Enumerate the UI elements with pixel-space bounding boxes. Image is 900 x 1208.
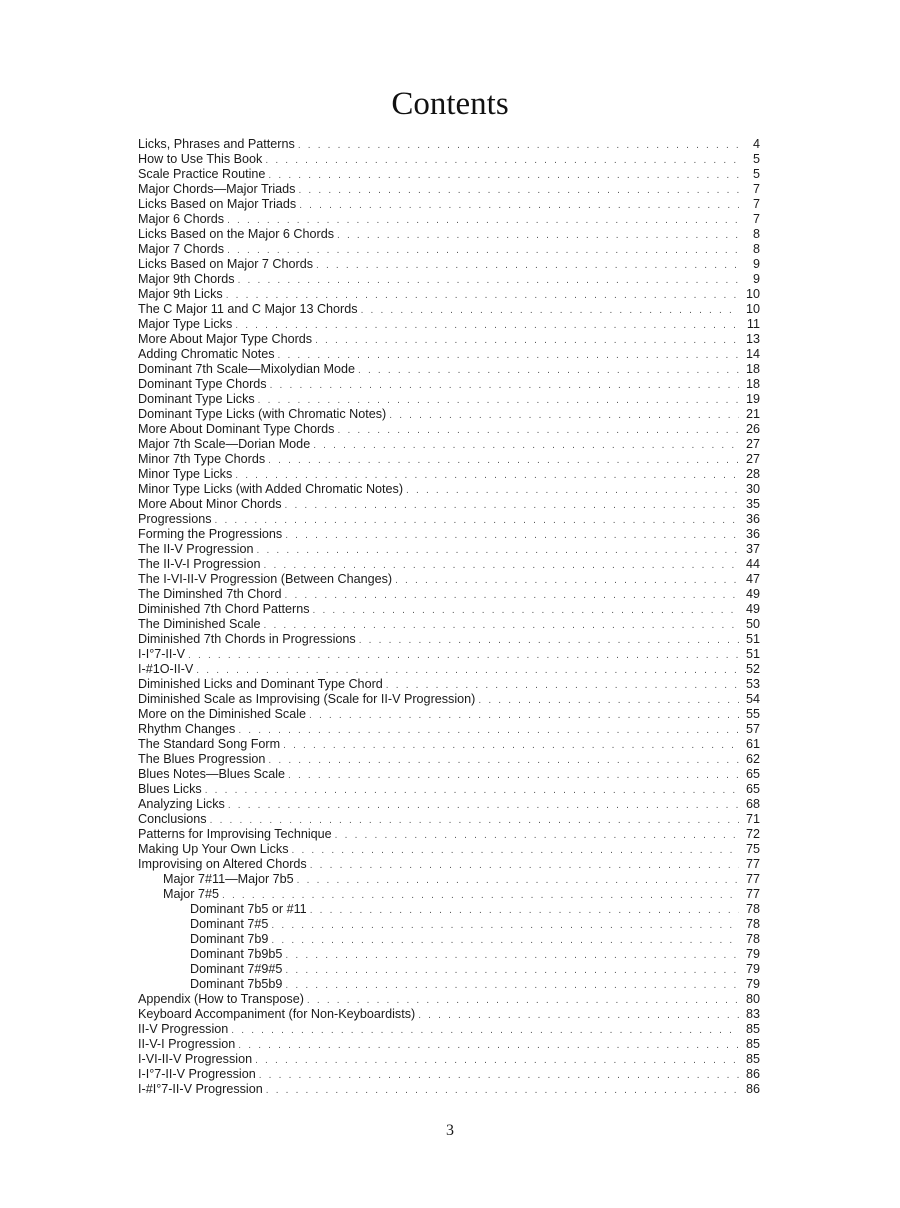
toc-entry xyxy=(138,377,760,392)
toc-entry-page: 85 xyxy=(745,1022,760,1036)
toc-entry-title: I-VI-II-V Progression xyxy=(138,1052,253,1066)
dot-leader xyxy=(205,783,739,798)
dot-leader xyxy=(315,333,739,348)
dot-leader xyxy=(235,468,739,483)
toc-entry xyxy=(138,782,760,797)
toc-entry-title: Major 7#11—Major 7b5 xyxy=(163,872,294,886)
toc-entry-title: Dominant Type Chords xyxy=(138,377,267,391)
toc-entry-title: Forming the Progressions xyxy=(138,527,283,541)
toc-entry-page: 79 xyxy=(745,947,760,961)
toc-entry-title: I-I°7-II-V Progression xyxy=(138,1067,256,1081)
toc-entry-page: 5 xyxy=(752,167,760,181)
dot-leader xyxy=(316,258,739,273)
dot-leader xyxy=(285,948,739,963)
toc-entry-title: Blues Licks xyxy=(138,782,202,796)
toc-entry-title: The II-V-I Progression xyxy=(138,557,261,571)
toc-entry xyxy=(138,392,760,407)
toc-entry-page: 77 xyxy=(745,857,760,871)
dot-leader xyxy=(288,768,739,783)
toc-entry-title: Minor Type Licks (with Added Chromatic Notes) xyxy=(138,482,404,496)
toc-entry xyxy=(138,827,760,842)
toc-entry xyxy=(138,467,760,482)
toc-entry-page: 13 xyxy=(745,332,760,346)
toc-entry-title: Licks Based on Major 7 Chords xyxy=(138,257,313,271)
toc-entry xyxy=(138,1007,760,1022)
toc-entry-page: 61 xyxy=(745,737,760,751)
toc-entry-page: 62 xyxy=(745,752,760,766)
toc-entry-title: Major 9th Chords xyxy=(138,272,235,286)
toc-entry-page: 78 xyxy=(745,917,760,931)
toc-entry xyxy=(138,182,760,197)
dot-leader xyxy=(389,408,739,423)
toc-entry-title: More About Minor Chords xyxy=(138,497,282,511)
toc-entry-page: 26 xyxy=(745,422,760,436)
dot-leader xyxy=(255,1053,739,1068)
toc-entry xyxy=(138,917,760,932)
toc-entry-title: Dominant 7b5 or #11 xyxy=(190,902,307,916)
dot-leader xyxy=(238,1038,739,1053)
toc-entry-title: I-I°7-II-V xyxy=(138,647,186,661)
toc-entry xyxy=(138,272,760,287)
toc-entry-page: 44 xyxy=(745,557,760,571)
dot-leader xyxy=(292,843,740,858)
toc-entry-title: More About Major Type Chords xyxy=(138,332,313,346)
toc-entry-title: The Standard Song Form xyxy=(138,737,281,751)
toc-entry xyxy=(138,347,760,362)
toc-entry-title: The C Major 11 and C Major 13 Chords xyxy=(138,302,358,316)
toc-entry-title: Dominant 7b9 xyxy=(190,932,269,946)
toc-entry xyxy=(138,887,760,902)
toc-entry-title: Dominant 7b5b9 xyxy=(190,977,283,991)
toc-entry-page: 86 xyxy=(745,1082,760,1096)
toc-entry xyxy=(138,1052,760,1067)
toc-entry xyxy=(138,302,760,317)
toc-entry xyxy=(138,737,760,752)
toc-entry-page: 4 xyxy=(752,137,760,151)
toc-entry-page: 65 xyxy=(745,767,760,781)
toc-entry xyxy=(138,902,760,917)
toc-entry xyxy=(138,1067,760,1082)
toc-entry-page: 14 xyxy=(745,347,760,361)
toc-entry xyxy=(138,872,760,887)
toc-entry-page: 36 xyxy=(745,512,760,526)
toc-entry-title: Conclusions xyxy=(138,812,207,826)
toc-entry-page: 7 xyxy=(752,197,760,211)
toc-entry xyxy=(138,632,760,647)
dot-leader xyxy=(285,963,739,978)
toc-entry-page: 10 xyxy=(745,287,760,301)
toc-entry xyxy=(138,842,760,857)
toc-entry xyxy=(138,767,760,782)
dot-leader xyxy=(264,558,740,573)
toc-entry-page: 53 xyxy=(745,677,760,691)
toc-entry xyxy=(138,947,760,962)
dot-leader xyxy=(310,858,739,873)
dot-leader xyxy=(395,573,739,588)
toc-entry xyxy=(138,497,760,512)
toc-entry-page: 85 xyxy=(745,1037,760,1051)
toc-entry xyxy=(138,707,760,722)
dot-leader xyxy=(285,978,739,993)
toc-entry-page: 28 xyxy=(745,467,760,481)
toc-entry-title: Diminished 7th Chord Patterns xyxy=(138,602,310,616)
toc-entry-page: 78 xyxy=(745,932,760,946)
dot-leader xyxy=(268,453,739,468)
toc-entry xyxy=(138,137,760,152)
dot-leader xyxy=(285,588,740,603)
toc-entry-title: Diminished 7th Chords in Progressions xyxy=(138,632,356,646)
dot-leader xyxy=(278,348,740,363)
dot-leader xyxy=(313,603,740,618)
toc-entry xyxy=(138,512,760,527)
toc-entry xyxy=(138,152,760,167)
toc-entry-title: Licks, Phrases and Patterns xyxy=(138,137,295,151)
toc-entry xyxy=(138,317,760,332)
dot-leader xyxy=(215,513,740,528)
toc-entry-title: Making Up Your Own Licks xyxy=(138,842,289,856)
toc-entry-page: 9 xyxy=(752,257,760,271)
toc-entry-title: Dominant Type Licks (with Chromatic Notes) xyxy=(138,407,387,421)
toc-entry-title: Diminished Licks and Dominant Type Chord xyxy=(138,677,383,691)
toc-entry-page: 11 xyxy=(746,317,760,331)
toc-entry-title: The II-V Progression xyxy=(138,542,254,556)
toc-entry xyxy=(138,692,760,707)
toc-entry xyxy=(138,1037,760,1052)
toc-entry-page: 18 xyxy=(745,362,760,376)
dot-leader xyxy=(283,738,739,753)
toc-entry-page: 47 xyxy=(745,572,760,586)
toc-entry-page: 5 xyxy=(752,152,760,166)
toc-entry-title: Improvising on Altered Chords xyxy=(138,857,307,871)
dot-leader xyxy=(298,138,739,153)
toc-entry xyxy=(138,452,760,467)
toc-entry-page: 10 xyxy=(745,302,760,316)
toc-entry-title: Dominant 7th Scale—Mixolydian Mode xyxy=(138,362,355,376)
dot-leader xyxy=(258,393,739,408)
dot-leader xyxy=(222,888,739,903)
toc-entry-page: 21 xyxy=(745,407,760,421)
toc-entry xyxy=(138,1022,760,1037)
toc-entry xyxy=(138,527,760,542)
toc-entry-title: The Blues Progression xyxy=(138,752,266,766)
toc-entry-page: 51 xyxy=(745,632,760,646)
toc-entry-page: 85 xyxy=(745,1052,760,1066)
toc-entry xyxy=(138,812,760,827)
table-of-contents xyxy=(138,137,760,1097)
toc-entry-page: 71 xyxy=(745,812,760,826)
toc-entry xyxy=(138,677,760,692)
dot-leader xyxy=(226,288,739,303)
toc-entry-title: Major 7th Scale—Dorian Mode xyxy=(138,437,311,451)
toc-entry-page: 68 xyxy=(745,797,760,811)
toc-entry xyxy=(138,587,760,602)
toc-entry-title: Dominant 7b9b5 xyxy=(190,947,283,961)
toc-entry-page: 7 xyxy=(752,212,760,226)
dot-leader xyxy=(227,243,739,258)
toc-entry-title: The Diminished Scale xyxy=(138,617,261,631)
toc-entry-title: Dominant 7#5 xyxy=(190,917,269,931)
toc-entry-page: 8 xyxy=(752,227,760,241)
dot-leader xyxy=(309,708,739,723)
dot-leader xyxy=(210,813,739,828)
toc-entry xyxy=(138,197,760,212)
toc-entry-page: 50 xyxy=(745,617,760,631)
dot-leader xyxy=(310,903,739,918)
toc-entry xyxy=(138,617,760,632)
dot-leader xyxy=(299,198,739,213)
toc-entry-page: 49 xyxy=(745,602,760,616)
dot-leader xyxy=(264,618,740,633)
dot-leader xyxy=(270,378,739,393)
toc-entry-page: 86 xyxy=(745,1067,760,1081)
toc-entry-title: Minor Type Licks xyxy=(138,467,233,481)
dot-leader xyxy=(313,438,739,453)
toc-entry-title: The I-VI-II-V Progression (Between Changes) xyxy=(138,572,393,586)
toc-entry-title: Dominant Type Licks xyxy=(138,392,255,406)
toc-entry-page: 27 xyxy=(745,452,760,466)
toc-entry xyxy=(138,752,760,767)
dot-leader xyxy=(271,918,739,933)
toc-entry xyxy=(138,722,760,737)
toc-entry-title: More on the Diminished Scale xyxy=(138,707,306,721)
toc-entry-page: 80 xyxy=(745,992,760,1006)
dot-leader xyxy=(268,168,739,183)
dot-leader xyxy=(335,828,739,843)
toc-entry-title: Appendix (How to Transpose) xyxy=(138,992,304,1006)
toc-entry-page: 55 xyxy=(745,707,760,721)
toc-entry-title: Major 6 Chords xyxy=(138,212,225,226)
toc-entry-page: 51 xyxy=(745,647,760,661)
toc-entry-title: Keyboard Accompaniment (for Non-Keyboardists) xyxy=(138,1007,416,1021)
dot-leader xyxy=(227,213,739,228)
dot-leader xyxy=(359,633,739,648)
toc-entry-page: 7 xyxy=(752,182,760,196)
toc-entry xyxy=(138,482,760,497)
dot-leader xyxy=(268,753,739,768)
toc-entry-page: 27 xyxy=(745,437,760,451)
toc-entry xyxy=(138,857,760,872)
toc-entry-page: 77 xyxy=(745,887,760,901)
toc-entry xyxy=(138,257,760,272)
toc-entry-title: Major Chords—Major Triads xyxy=(138,182,296,196)
dot-leader xyxy=(271,933,739,948)
toc-entry xyxy=(138,977,760,992)
toc-entry-page: 79 xyxy=(745,977,760,991)
toc-entry-title: How to Use This Book xyxy=(138,152,263,166)
toc-entry xyxy=(138,962,760,977)
toc-entry-page: 18 xyxy=(745,377,760,391)
toc-entry-title: More About Dominant Type Chords xyxy=(138,422,335,436)
toc-entry xyxy=(138,662,760,677)
dot-leader xyxy=(406,483,739,498)
dot-leader xyxy=(298,183,739,198)
toc-entry-page: 49 xyxy=(745,587,760,601)
dot-leader xyxy=(238,723,739,738)
dot-leader xyxy=(238,273,739,288)
toc-entry-page: 8 xyxy=(752,242,760,256)
toc-entry-page: 78 xyxy=(745,902,760,916)
toc-entry-page: 65 xyxy=(745,782,760,796)
toc-entry-page: 77 xyxy=(745,872,760,886)
toc-entry-title: I-#1O-II-V xyxy=(138,662,194,676)
toc-entry xyxy=(138,407,760,422)
toc-entry xyxy=(138,242,760,257)
toc-entry-page: 37 xyxy=(745,542,760,556)
dot-leader xyxy=(478,693,739,708)
toc-entry-page: 54 xyxy=(745,692,760,706)
dot-leader xyxy=(337,423,739,438)
toc-entry xyxy=(138,437,760,452)
toc-entry-title: II-V Progression xyxy=(138,1022,229,1036)
toc-entry-title: Licks Based on Major Triads xyxy=(138,197,297,211)
toc-entry-title: II-V-I Progression xyxy=(138,1037,236,1051)
dot-leader xyxy=(259,1068,739,1083)
toc-entry-title: Major Type Licks xyxy=(138,317,233,331)
toc-entry xyxy=(138,1082,760,1097)
toc-entry-page: 30 xyxy=(745,482,760,496)
dot-leader xyxy=(266,1083,739,1098)
page-title: Contents xyxy=(391,86,509,122)
toc-entry-page: 36 xyxy=(745,527,760,541)
toc-entry-page: 57 xyxy=(745,722,760,736)
toc-entry-title: I-#I°7-II-V Progression xyxy=(138,1082,263,1096)
dot-leader xyxy=(358,363,739,378)
dot-leader xyxy=(196,663,739,678)
toc-entry-title: Major 7#5 xyxy=(163,887,220,901)
toc-entry-page: 83 xyxy=(745,1007,760,1021)
dot-leader xyxy=(231,1023,739,1038)
toc-entry-title: Progressions xyxy=(138,512,212,526)
toc-entry-page: 52 xyxy=(745,662,760,676)
dot-leader xyxy=(307,993,739,1008)
dot-leader xyxy=(188,648,739,663)
dot-leader xyxy=(337,228,739,243)
dot-leader xyxy=(235,318,739,333)
toc-entry xyxy=(138,647,760,662)
toc-entry-title: Major 9th Licks xyxy=(138,287,223,301)
toc-entry-title: Dominant 7#9#5 xyxy=(190,962,283,976)
toc-entry xyxy=(138,362,760,377)
toc-entry xyxy=(138,287,760,302)
toc-entry-page: 79 xyxy=(745,962,760,976)
dot-leader xyxy=(386,678,739,693)
toc-entry-page: 75 xyxy=(745,842,760,856)
dot-leader xyxy=(285,498,740,513)
toc-entry xyxy=(138,572,760,587)
toc-entry-page: 72 xyxy=(745,827,760,841)
toc-entry-title: Licks Based on the Major 6 Chords xyxy=(138,227,335,241)
toc-entry-title: Blues Notes—Blues Scale xyxy=(138,767,285,781)
dot-leader xyxy=(257,543,740,558)
toc-entry xyxy=(138,797,760,812)
toc-entry xyxy=(138,167,760,182)
toc-entry-title: Diminished Scale as Improvising (Scale for II-V Progression) xyxy=(138,692,476,706)
toc-entry-title: Adding Chromatic Notes xyxy=(138,347,275,361)
toc-entry xyxy=(138,932,760,947)
toc-entry xyxy=(138,557,760,572)
toc-entry-title: Scale Practice Routine xyxy=(138,167,266,181)
toc-entry-page: 9 xyxy=(752,272,760,286)
page-number: 3 xyxy=(446,1122,454,1139)
toc-entry-title: The Diminshed 7th Chord xyxy=(138,587,282,601)
toc-entry xyxy=(138,332,760,347)
dot-leader xyxy=(285,528,739,543)
toc-entry xyxy=(138,227,760,242)
toc-entry xyxy=(138,212,760,227)
toc-entry-title: Rhythm Changes xyxy=(138,722,236,736)
toc-entry-page: 35 xyxy=(745,497,760,511)
toc-entry-title: Major 7 Chords xyxy=(138,242,225,256)
toc-entry-title: Analyzing Licks xyxy=(138,797,225,811)
toc-entry-page: 19 xyxy=(745,392,760,406)
toc-entry xyxy=(138,992,760,1007)
toc-entry-title: Patterns for Improvising Technique xyxy=(138,827,332,841)
toc-entry xyxy=(138,602,760,617)
dot-leader xyxy=(228,798,739,813)
dot-leader xyxy=(418,1008,739,1023)
toc-entry xyxy=(138,542,760,557)
toc-entry-title: Minor 7th Type Chords xyxy=(138,452,266,466)
dot-leader xyxy=(361,303,739,318)
dot-leader xyxy=(297,873,739,888)
dot-leader xyxy=(265,153,739,168)
toc-entry xyxy=(138,422,760,437)
